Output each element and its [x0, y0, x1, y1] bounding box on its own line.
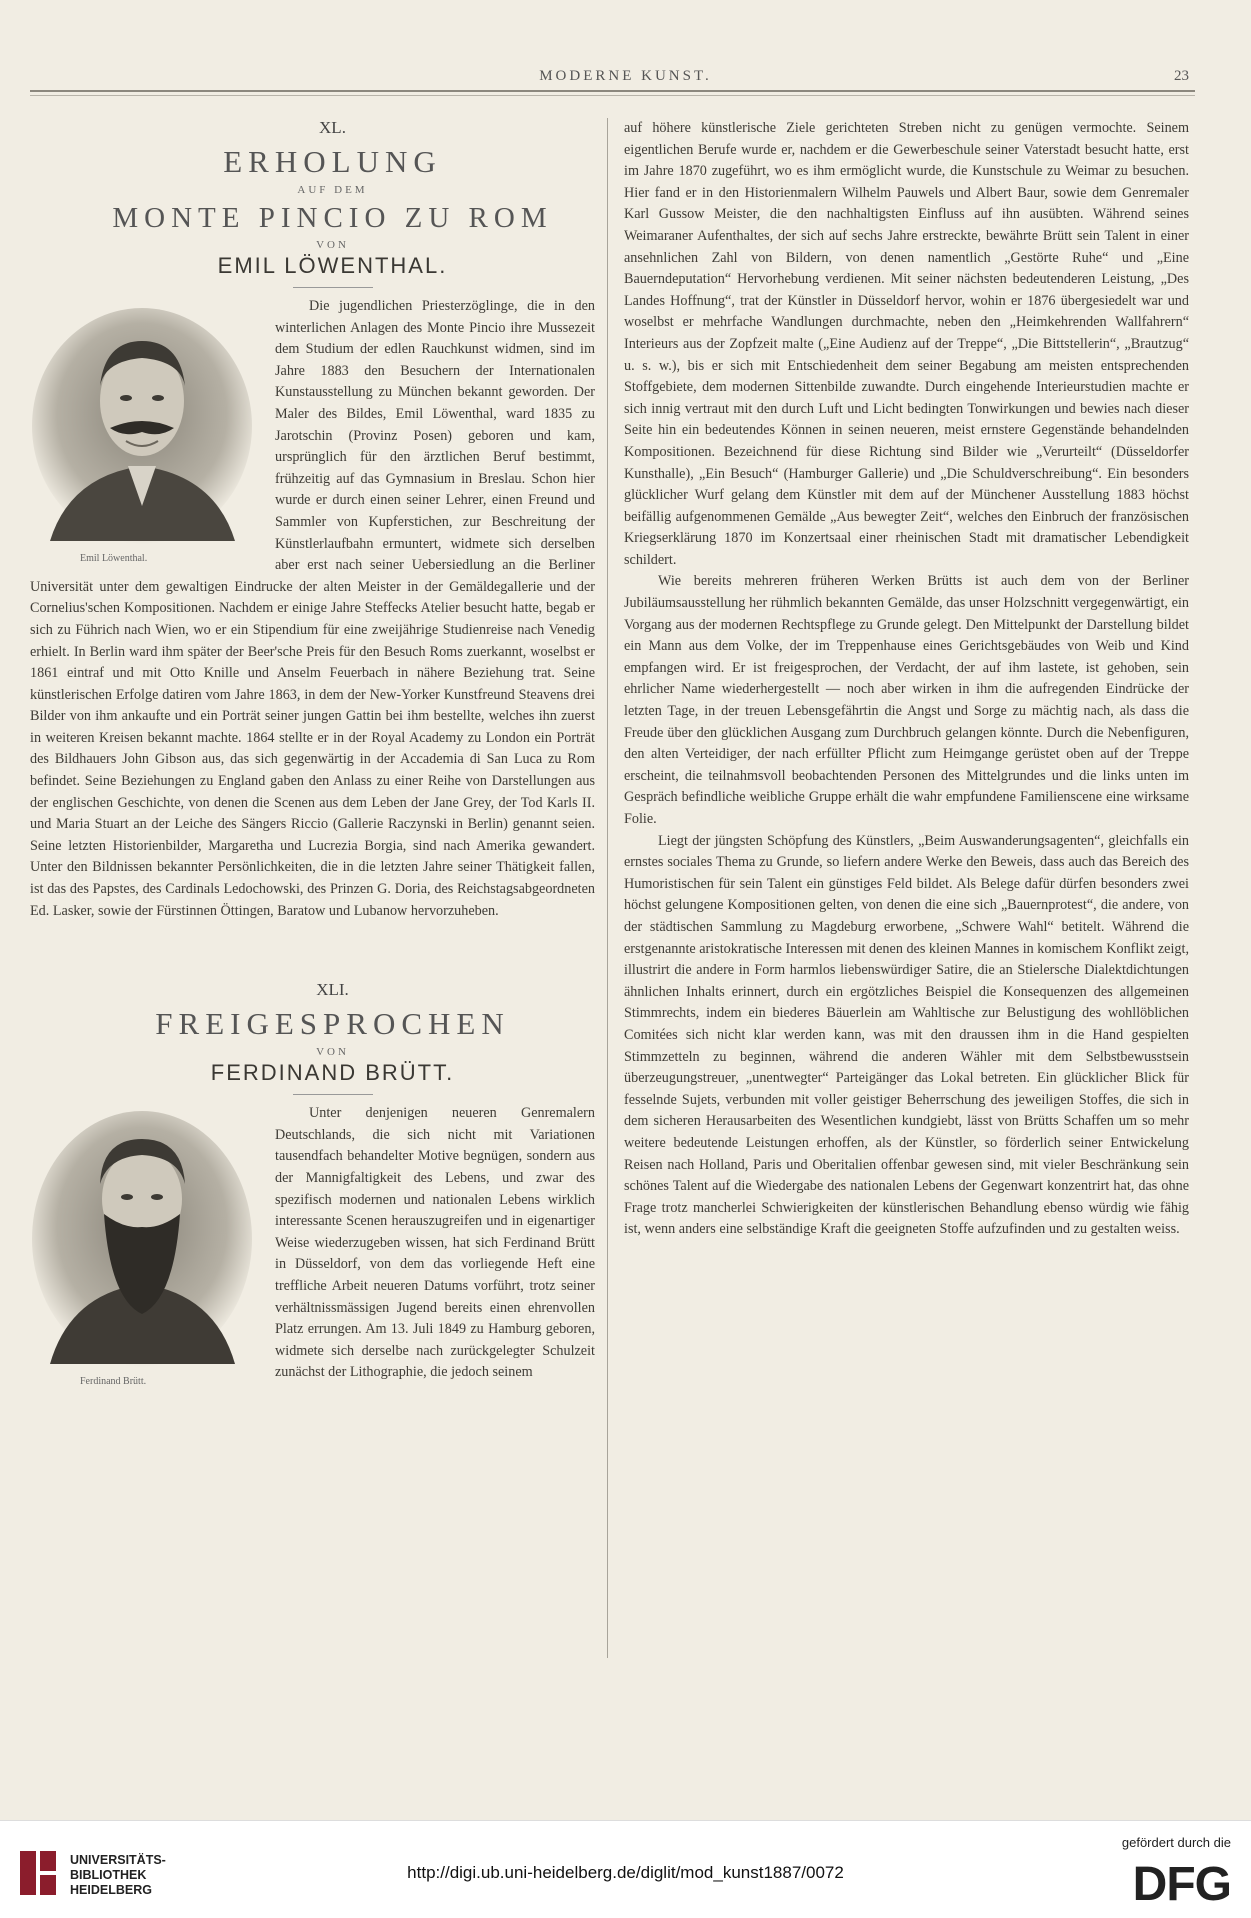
- article-by: VON: [316, 239, 349, 251]
- article-title: ERHOLUNG: [223, 144, 442, 179]
- running-head: MODERNE KUNST.: [539, 68, 712, 84]
- artist-name: EMIL LÖWENTHAL.: [217, 253, 448, 278]
- article-paragraph: Die jugendlichen Priesterzöglinge, die in den winterlichen Anlagen des Monte Pincio ihre Mussezeit dem Studium der edlen Rauchkunst widmen, sind im Jahre 1883 den Besuchern der Internationalen Kunstausstellung zu München bekannt geworden. Der Maler des Bildes, Emil Löwenthal, ward 1835 zu Jarotschin (Provinz Posen) geboren und kam, ursprünglich für den ärztlichen Beruf bestimmt, frühzeitig auf das Gymnasium in Breslau. Schon hier wurde er durch einen seiner Lehrer, einen Freund und Sammler von Kupferstichen, zur Beschreitung der Künstlerlaufbahn ermuntert, widmete sich derselben aber erst nach seiner Uebersiedlung an die Berliner Universität unter dem gewaltigen Eindrucke der alten Meister in der Gemäldegallerie und der Cornelius'schen Kompositionen. Nachdem er einige Jahre Steffecks Atelier besucht hatte, begab er sich zu Führich nach Wien, wo er ein Stipendium für eine zweijährige Studienreise nach Venedig erhielt. In Berlin ward ihm später der Beer'sche Preis für den Besuch Roms zuerkannt, woselbst er 1861 eintraf und mit Otto Knille und Anselm Feuerbach in nähere Beziehung trat. Seine künstlerischen Erfolge datiren vom Jahre 1863, in dem der New-Yorker Kunstfreund Steavens drei Bilder von ihm ankaufte und ein Porträt seiner jungen Gattin bei ihm bestellte, welches ihn zuerst in weiteren Kreisen bekannt machte. 1864 stellte er in der Royal Academy zu London ein Porträt des Bildhauers John Gibson aus, das sich gegenwärtig in der Accademia di San Luca zu Rom befindet. Seine Beziehungen zu England gaben den Anlass zu einer Reihe von Darstellungen aus der englischen Geschichte, von denen die Scenen aus dem Leben der Jane Grey, der Tod Karls II. und Maria Stuart an der Leiche des Sängers Riccio (Gallerie Raczynski in Berlin) genannt seien. Seine letzten Historienbilder, Margaretha und Lucrezia Borgia, sind nach Amerika gewandert. Unter den Bildnissen bekannter Persönlichkeiten, die in die letzten Jahre seiner Thätigkeit fallen, ist das des Papstes, des Cardinals Ledochowski, des Prinzen G. Doria, des Reichstagsabgeordneten Ed. Lasker, sowie der Fürstinnen Öttingen, Baratow und Lubanow hervorzuheben.: [30, 298, 595, 919]
- article-subtitle-connector: AUF DEM: [297, 184, 368, 196]
- article-body-continued: [624, 118, 1189, 1241]
- article-title: FREIGESPROCHEN: [155, 1006, 510, 1042]
- portrait-caption: Ferdinand Brütt.: [80, 1376, 147, 1388]
- source-url-link[interactable]: http://digi.ub.uni-heidelberg.de/diglit/mod_kunst1887/0072: [407, 1863, 844, 1882]
- article-number: XL.: [319, 118, 346, 137]
- article-erholung: [30, 118, 595, 922]
- right-column: [624, 118, 1189, 1241]
- article-by: VON: [316, 1046, 349, 1059]
- article-number: XLI.: [316, 980, 349, 1000]
- artist-name: FERDINAND BRÜTT.: [210, 1060, 455, 1086]
- article-subtitle: MONTE PINCIO ZU ROM: [112, 202, 553, 234]
- portrait-bruett: [30, 1109, 255, 1369]
- title-rule: [293, 1094, 373, 1095]
- portrait-figure: [30, 306, 275, 576]
- article-body: [30, 1103, 595, 1388]
- column-divider: [607, 118, 608, 1658]
- dfg-logo: DFG: [1132, 1858, 1231, 1911]
- portrait-loewenthal: [30, 306, 255, 546]
- digitization-footer: [0, 1820, 1251, 1918]
- article-paragraph: auf höhere künstlerische Ziele gerichteten Streben nicht zu genügen vermochte. Seinem eigentlichen Berufe wurde er, nachdem er die Gewerbeschule seiner Vaterstadt besucht hatte, erst im Jahre 1870 zugeführt, wo es ihm ermöglicht wurde, die Kunstschule zu Weimar zu besuchen. Hier fand er in den Historienmalern Wilhelm Pauwels und Albert Baur, sowie dem Genremaler Karl Gussow Meister, die den nachhaltigsten Einfluss auf ihn ausübten. Während seines Weimaraner Aufenthaltes, der sich auf sechs Jahre erstreckte, bewährte Brütt sein Talent in einer ansehnlichen Zahl von Bildern, von denen namentlich „Gestörte Ruhe“ und „Eine Bauerndeputation“ Hervorhebung verdienen. Mit seiner nächsten bedeutenderen Leistung, „Des Landes Hoffnung“, trat der Künstler in Düsseldorf hervor, wohin er 1876 übergesiedelt war und woselbst er mehrfache Wandlungen durchmachte, neben den „Heimkehrenden Wallfahrern“ Interieurs aus der Zopfzeit malte („Eine Audienz auf der Treppe“, „Die Bittstellerin“, „Brautzug“ u. s. w.), bis er sich mit Entschiedenheit dem seiner Begabung am meisten entsprechenden Stoffgebiete, dem modernen Sittenbilde zuwandte. Durch eingehende Interieurstudien machte er sich innig vertraut mit den durch Luft und Licht bedingten Tonwirkungen und bewies nach dieser Seite hin ein bedeutendes Können in seinen neueren, meist ernstere Gegenstände behandelnden Kompositionen. Bezeichnend für diese Richtung sind Bilder wie „Verurteilt“ (Düsseldorfer Kunsthalle), „Ein Besuch“ (Hamburger Gallerie) und „Die Schuldverschreibung“. Ein besonders glücklicher Wurf gelang dem Künstler mit dem auf der Münchener Ausstellung 1883 höchst beifällig aufgenommenen Gemälde „Aus bewegter Zeit“, welches den Einbruch der französischen Kriegserklärung 1870 im Konzertsaal einer rheinischen Stadt mit dramatischer Lebendigkeit schildert.: [624, 120, 1189, 568]
- portrait-caption: Emil Löwenthal.: [80, 553, 148, 564]
- article-paragraph: Liegt der jüngsten Schöpfung des Künstlers, „Beim Auswanderungsagenten“, gleichfalls ein ernstes sociales Thema zu Grunde, so liefern andere Werke den Beweis, dass auch das Bereich des Humoristischen für sein Talent ein günstiges Feld bildet. Als Belege dafür dürfen besonders zwei höchst gelungene Kompositionen gelten, von denen die eine sich „Bauernprotest“, die andere, von der städtischen Sammlung zu Magdeburg erworbene, „Schwere Wahl“ betitelt. Während die erstgenannte aristokratische Interessen mit denen des kleinen Mannes in komischem Konflikt zeigt, illustrirt die andere in Form harmlos liebenswürdiger Satire, die an Stielersche Dialektdichtungen ähnlichen Inhalts erinnert, durch ein ergötzliches Beispiel die Konsequenzen des allgemeinen Stimmrechts, indem ein biederes Bäuerlein am Wahltische zur Belustigung des wohllöblichen Comitées sich nicht klar werden kann, was mit den draussen ihm in die Hand gespielten Stimmzetteln zu beginnen, während die anderen Wähler mit dem Selbstbewusstsein überzeugungstreuer, „unentwegter“ Parteigänger das Lokal betreten. Ein glücklicher Blick für fesselnde Sujets, verbunden mit voller geistiger Beherrschung des jeweiligen Stoffes, die sich in dem sicheren Herausarbeiten des Wesentlichen kundgiebt, lässt von Brütts Schaffen um so mehr weitere bedeutende Leistungen erhoffen, als der Künstler, so förderlich seiner Entwickelung Reisen nach Holland, Paris und Oberitalien offenbar gewesen sind, mit vieler Beschränkung sein schönes Talent auf die Wiedergabe des nationalen Lebens der Gegenwart konzentrirt hat, das ohne Frage trotz mancherlei Schwierigkeiten der künstlerischen Behandlung ebenso würdig wie fähig ist, wenn anders eine selbständige Kraft die geeigneten Stoffe aufzufinden und zu gestalten weiss.: [624, 832, 1189, 1238]
- left-column: [30, 118, 595, 1394]
- article-body: [30, 296, 595, 922]
- university-library-name: UNIVERSITÄTS- BIBLIOTHEK HEIDELBERG: [70, 1853, 166, 1897]
- article-paragraph: Wie bereits mehreren früheren Werken Brütts ist auch dem von der Berliner Jubiläumsausstellung her rühmlich bekannten Gemälde, das unser Holzschnitt vergegenwärtigt, ein Vorgang aus der modernen Rechtspflege zu Grunde gelegt. Den Mittelpunkt der Darstellung bildet ein Mann aus dem Volke, der im Treppenhause eines Gerichtsgebäudes von Weib und Kind empfangen wird. Er ist freigesprochen, der Verdacht, der auf ihm lastete, ist gehoben, sein ehrlicher Name wiederhergestellt — noch aber wirken in ihm die aufregenden Eindrücke der letzten Tage, in der treuen Lebensgefährtin die Angst und Sorge zu mächtig nach, als dass die Freude über den glücklichen Ausgang zum Durchbruch gelangen könnte. Durch die Nebenfiguren, den alten Verteidiger, der nach erfüllter Pflicht zum Heimgange gerüstet oben auf der Treppe erscheint, die teilnahmsvoll beobachtenden Personen des Mittelgrundes und die links unten im Gespräch befindliche weibliche Gruppe erhält die wahr empfundene Familienscene eine wirksame Folie.: [624, 573, 1189, 827]
- header-rule-thin: [30, 95, 1195, 96]
- title-rule: [293, 287, 373, 288]
- portrait-figure: [30, 1109, 275, 1394]
- article-paragraph: Unter denjenigen neueren Genremalern Deutschlands, die sich nicht mit Variationen tausendfach behandelter Motive begnügen, sondern aus der Mannigfaltigkeit des Lebens, und zwar des spezifisch modernen und nationalen Lebens wirklich interessante Scenen herauszugreifen und in eigenartiger Weise wiederzugeben wissen, hat sich Ferdinand Brütt in Düsseldorf, von dem das vorliegende Heft eine treffliche Arbeit neueren Datums vorführt, trotz seiner verhältnissmässigen Jugend bereits einen ehrenvollen Platz errungen. Am 13. Juli 1849 zu Hamburg geboren, widmete sich derselbe nach zurückgelegter Schulzeit zunächst der Lithographie, die jedoch seinem: [275, 1105, 595, 1381]
- funding-label: gefördert durch die: [1121, 1835, 1231, 1850]
- page-number: 23: [1174, 68, 1189, 84]
- article-freigesprochen: [30, 980, 595, 1388]
- header-rule: [30, 90, 1195, 92]
